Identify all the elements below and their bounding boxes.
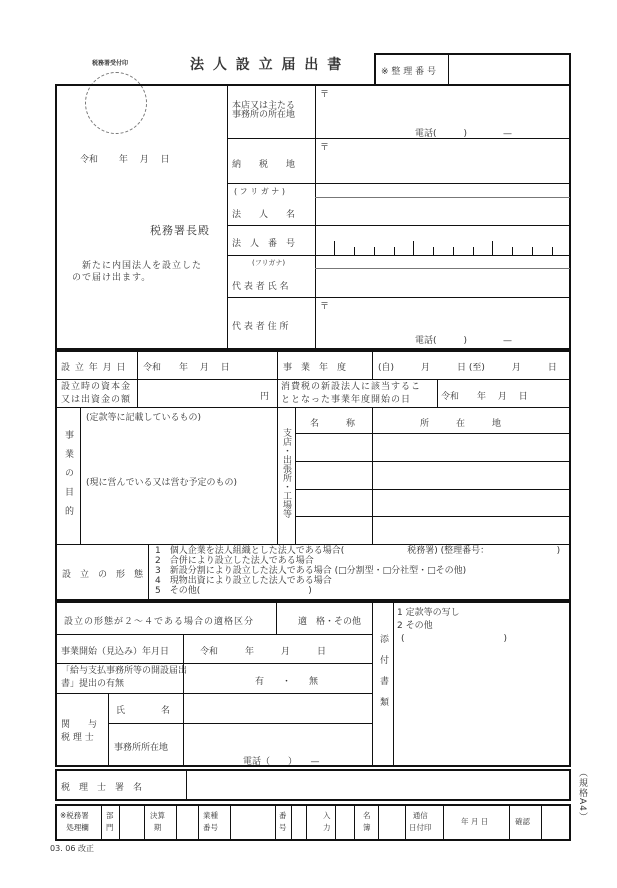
postal-mark: 〒 xyxy=(320,90,330,100)
office-use-section xyxy=(55,804,571,841)
input-label: 入 力 xyxy=(323,811,331,832)
branch-label: 支店・出張所・工場等 xyxy=(281,428,291,518)
capital-input[interactable] xyxy=(138,380,256,406)
signature-label: 税 理 士 署 名 xyxy=(61,783,143,793)
form-option[interactable]: 1 個人企業を法人組織とした法人である場合( 税務署) (整理番号： ) xyxy=(155,546,561,556)
corp-number-label: 法 人 番 号 xyxy=(232,239,296,249)
date-stamp-label: 通信 日付印 xyxy=(409,811,432,832)
form-title: 法 人 設 立 届 出 書 xyxy=(190,57,344,73)
accountant-phone[interactable]: 電話（ ） — xyxy=(243,757,320,767)
attachment-other[interactable]: ( ) xyxy=(401,634,508,644)
reference-number-label: ※ 整 理 番 号 xyxy=(381,67,436,77)
form-option[interactable]: 5 その他( ) xyxy=(155,586,312,596)
tax-place-label: 納 税 地 xyxy=(232,160,296,170)
furigana-label: (フリガナ) xyxy=(252,259,286,267)
establishment-form-options xyxy=(155,546,560,596)
rep-address-label: 代 表 者 住 所 xyxy=(232,322,289,332)
business-start-label: 事業開始（見込み）年月日 xyxy=(61,647,170,657)
tax-office-addressee: 税務署長殿 xyxy=(150,224,210,237)
department-cell-label: 部 門 xyxy=(106,811,114,832)
statement-line-2: ので届け出ます。 xyxy=(72,273,152,283)
number-label: 番 号 xyxy=(279,811,287,832)
payroll-notice-label: 「給与支払事務所等の開設届出 書」提出の有無 xyxy=(61,666,188,689)
capital-unit: 円 xyxy=(260,392,270,402)
paper-size-note: （規格A4） xyxy=(577,768,587,822)
attachments-label: 添付書類 xyxy=(378,634,388,718)
purpose-actual-note: (現に営んでいる又は営む予定のもの) xyxy=(86,478,238,488)
form-option[interactable]: 3 新設分割により設立した法人である場合 (□分割型・□分社型・□その他) xyxy=(155,566,467,576)
register-label: 名 簿 xyxy=(363,811,371,832)
corp-name-label: 法 人 名 xyxy=(232,210,296,220)
consumption-tax-date[interactable]: 令和 年 月 日 xyxy=(441,392,528,402)
establishment-form-label: 設 立 の 形 態 xyxy=(62,570,144,580)
accountant-label: 関 与 税 理 士 xyxy=(61,720,98,743)
attachment-item[interactable]: 2 その他 xyxy=(397,621,433,631)
payroll-notice-value[interactable]: 有 ・ 無 xyxy=(255,677,319,687)
signature-input[interactable] xyxy=(188,771,568,799)
attachment-item[interactable]: 1 定款等の写し xyxy=(397,608,460,618)
est-date-label: 設 立 年 月 日 xyxy=(61,363,127,373)
revision-note: 03. 06 改正 xyxy=(50,844,94,853)
branch-name-header: 名 称 xyxy=(310,419,356,429)
postal-mark: 〒 xyxy=(320,143,330,153)
accountant-name-label: 氏 名 xyxy=(116,706,171,716)
fiscal-year-label: 事 業 年 度 xyxy=(283,363,347,373)
reference-number-input[interactable] xyxy=(450,56,568,83)
accountant-office-label: 事務所所在地 xyxy=(114,743,169,753)
stamp-label: 税務署受付印 xyxy=(92,60,129,67)
date-label: 年 月 日 xyxy=(461,817,489,826)
confirm-label: 確認 xyxy=(515,817,530,826)
hq-address-label: 本店又は主たる 事務所の所在地 xyxy=(232,101,296,120)
qualified-class-value[interactable]: 適 格・その他 xyxy=(298,617,362,627)
fiscal-year-value[interactable]: (自) 月 日 (至) 月 日 xyxy=(378,363,557,373)
business-start-value[interactable]: 令和 年 月 日 xyxy=(200,647,327,657)
purpose-articles-note: (定款等に記載しているもの) xyxy=(86,413,202,423)
statement-line-1: 新たに内国法人を設立した xyxy=(82,261,203,271)
office-use-label: ※税務署 処理欄 xyxy=(60,811,89,832)
settlement-period-label: 決算 期 xyxy=(150,811,165,832)
capital-label: 設立時の資本金 又は出資金の額 xyxy=(61,382,132,405)
rep-phone[interactable]: 電話( ) — xyxy=(415,336,513,346)
furigana-label: ( フ リ ガ ナ ) xyxy=(234,187,285,196)
form-option[interactable]: 2 合併により設立した法人である場合 xyxy=(155,556,314,566)
hq-phone[interactable]: 電話( ) — xyxy=(415,129,513,139)
consumption-tax-label: 消費税の新設法人に該当するこ ととなった事業年度開始の日 xyxy=(281,382,422,405)
industry-number-label: 業種 番号 xyxy=(203,811,218,832)
submission-date[interactable]: 令和 年 月 日 xyxy=(80,155,170,165)
applicant-section xyxy=(55,84,571,350)
form-option[interactable]: 4 現物出資により設立した法人である場合 xyxy=(155,576,332,586)
postal-mark: 〒 xyxy=(320,302,330,312)
business-purpose-label: 事業の目的 xyxy=(63,430,73,525)
qualified-class-label: 設立の形態が２～４である場合の適格区分 xyxy=(64,617,255,627)
est-date-value[interactable]: 令和 年 月 日 xyxy=(143,363,230,373)
rep-name-label: 代 表 者 氏 名 xyxy=(232,282,289,292)
corp-number-input[interactable] xyxy=(316,226,570,255)
branch-address-header: 所 在 地 xyxy=(420,419,502,429)
